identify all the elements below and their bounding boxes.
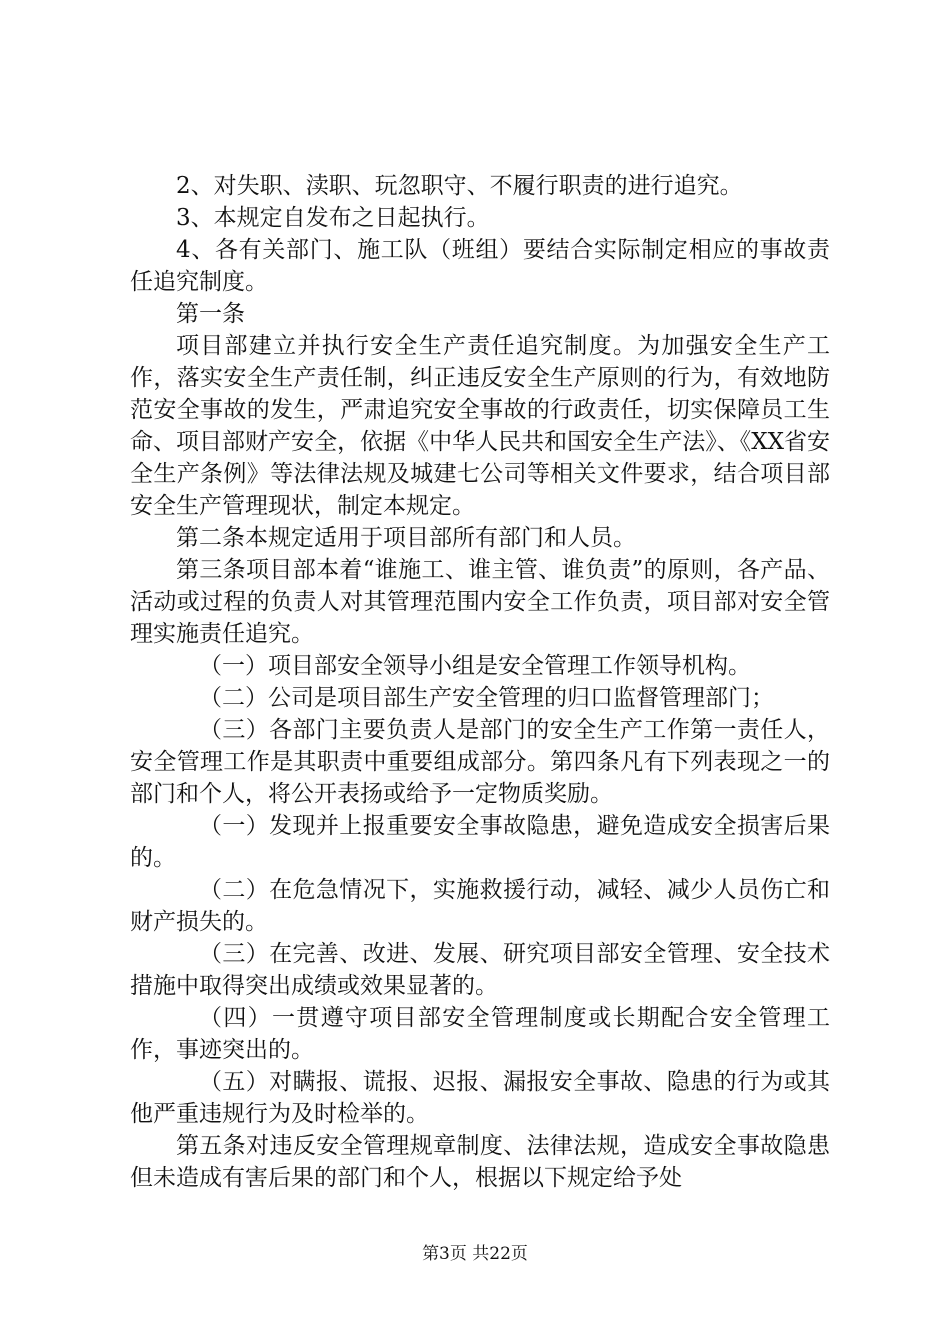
article-3-clause-2: （二）公司是项目部生产安全管理的归口监督管理部门； (199, 685, 774, 711)
paragraph-item-4: 4、各有关部门、施工队（班组）要结合实际制定相应的事故责任追究制度。 (130, 237, 830, 295)
article-4-clause-1: （一）发现并上报重要安全事故隐患，避免造成安全损害后果的。 (130, 813, 830, 871)
article-2: 第二条本规定适用于项目部所有部门和人员。 (176, 525, 636, 551)
paragraph-item-2: 2、对失职、渎职、玩忽职守、不履行职责的进行追究。 (176, 173, 743, 199)
article-4-clause-3: （三）在完善、改进、发展、研究项目部安全管理、安全技术措施中取得突出成绩或效果显著的。 (130, 941, 830, 999)
document-body (130, 170, 830, 1194)
article-3-clause-3: （三）各部门主要负责人是部门的安全生产工作第一责任人，安全管理工作是其职责中重要组成部分。第四条凡有下列表现之一的部门和个人，将公开表扬或给予一定物质奖励。 (130, 717, 830, 807)
paragraph-purpose: 项目部建立并执行安全生产责任追究制度。为加强安全生产工作，落实安全生产责任制，纠正违反安全生产原则的行为，有效地防范安全事故的发生，严肃追究安全事故的行政责任，切实保障员工生命、项目部财产安全，依据《中华人民共和国安全生产法》、《XX省安全生产条例》等法律法规及城建七公司等相关文件要求，结合项目部安全生产管理现状，制定本规定。 (130, 333, 830, 519)
article-3: 第三条项目部本着“谁施工、谁主管、谁负责”的原则，各产品、活动或过程的负责人对其管理范围内安全工作负责，项目部对安全管理实施责任追究。 (130, 557, 830, 647)
article-4-clause-2: （二）在危急情况下，实施救援行动，减轻、减少人员伤亡和财产损失的。 (130, 877, 830, 935)
article-5: 第五条对违反安全管理规章制度、法律法规，造成安全事故隐患但未造成有害后果的部门和个人，根据以下规定给予处 (130, 1133, 830, 1191)
article-4-clause-4: （四）一贯遵守项目部安全管理制度或长期配合安全管理工作，事迹突出的。 (130, 1005, 830, 1063)
article-3-clause-1: （一）项目部安全领导小组是安全管理工作领导机构。 (199, 653, 751, 679)
paragraph-item-3: 3、本规定自发布之日起执行。 (176, 205, 490, 231)
article-heading-1: 第一条 (176, 301, 245, 327)
article-4-clause-5: （五）对瞒报、谎报、迟报、漏报安全事故、隐患的行为或其他严重违规行为及时检举的。 (130, 1069, 830, 1127)
page-number-footer: 第3页 共22页 (422, 1244, 528, 1264)
